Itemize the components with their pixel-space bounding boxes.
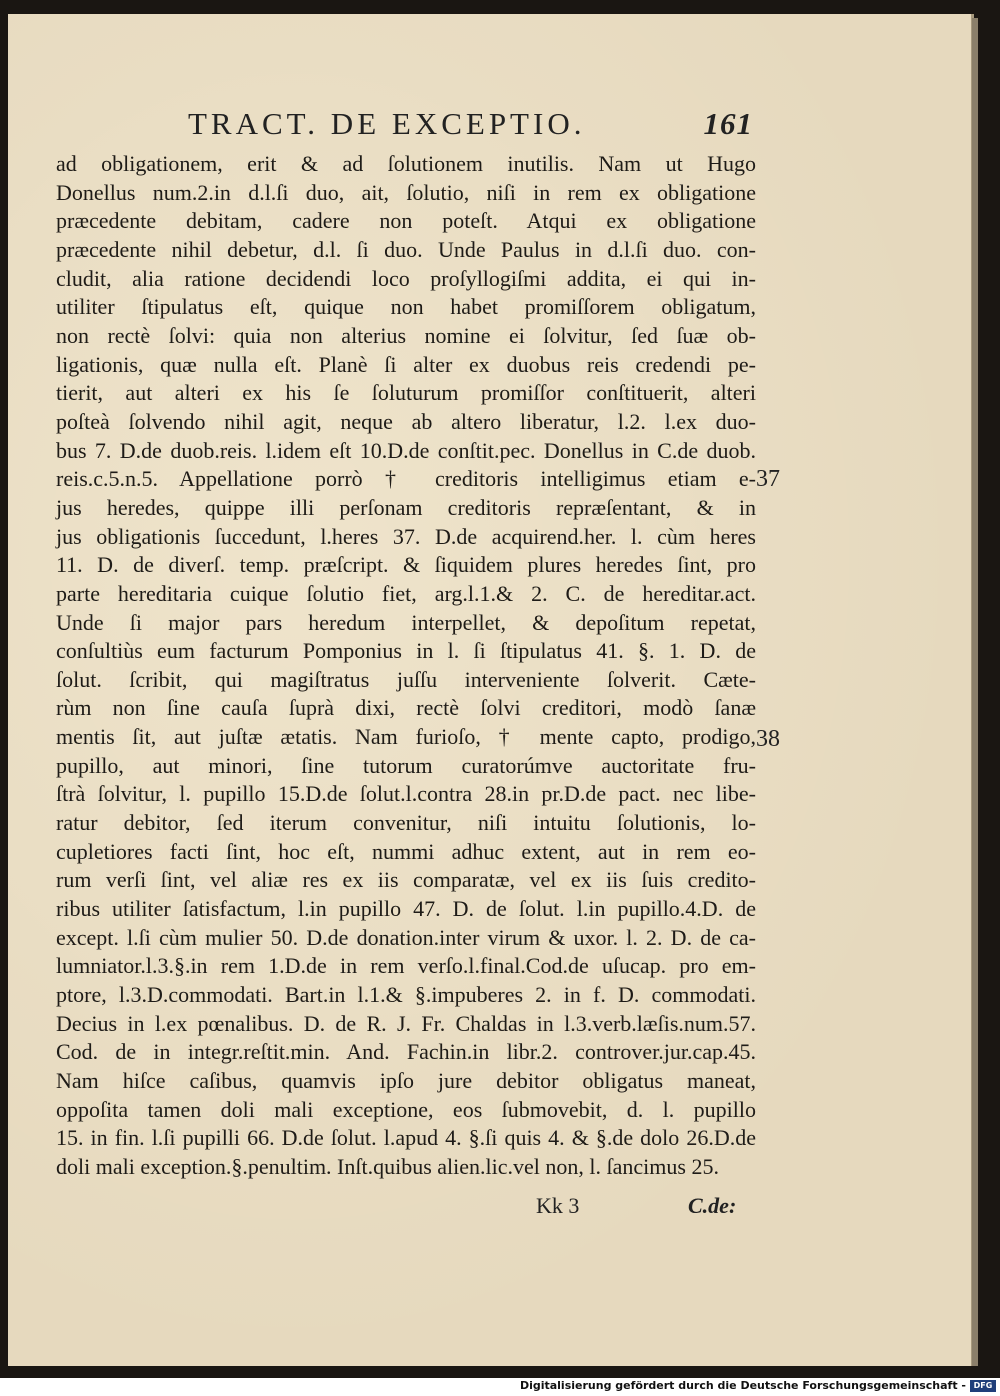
text-line: doli mali exception.§.penultim. Inſt.quibus alien.lic.vel non, l. ſancimus 25.	[56, 1153, 719, 1179]
margin-note-37: 37	[756, 466, 780, 492]
text-line: utiliter ſtipulatus eſt, quique non habet promiſſorem obligatum,	[56, 294, 756, 320]
text-line: Unde ſi major pars heredum interpellet, & depoſitum repetat,	[56, 609, 756, 635]
text-line: conſultiùs eum facturum Pomponius in l. ſi ſtipulatus 41. §. 1. D. de	[56, 638, 756, 664]
body-text	[56, 150, 756, 1182]
text-line: tierit, aut alteri ex his ſe ſoluturum promiſſor conſtituerit, alteri	[56, 380, 756, 406]
text-line: 15. in fin. l.ſi pupilli 66. D.de ſolut. l.apud 4. §.ſi quis 4. & §.de dolo 26.D.de	[56, 1125, 756, 1151]
text-line: ribus utiliter ſatisfactum, l.in pupillo 47. D. de ſolut. l.in pupillo.4.D. de	[56, 896, 756, 922]
catchword: C.de:	[688, 1193, 737, 1218]
text-line: ad obligationem, erit & ad ſolutionem inutilis. Nam ut Hugo	[56, 151, 756, 176]
text-line: ratur debitor, ſed iterum convenitur, niſi intuitu ſolutionis, lo-	[56, 810, 756, 836]
text-line: Decius in l.ex pœnalibus. D. de R. J. Fr. Chaldas in l.3.verb.læſis.num.57.	[56, 1010, 756, 1036]
footer-bar	[0, 1378, 1000, 1396]
footer-credit: Digitalisierung gefördert durch die Deutsche Forschungsgemeinschaft -	[519, 1379, 966, 1392]
page-edge	[972, 18, 978, 1366]
text-line: poſteà ſolvendo nihil agit, neque ab altero liberatur, l.2. l.ex duo-	[56, 408, 756, 434]
text-line: mentis ſit, aut juſtæ ætatis. Nam furioſo, † mente capto, prodigo,	[56, 724, 756, 750]
text-line: oppoſita tamen doli mali exceptione, eos ſubmovebit, d. l. pupillo	[56, 1096, 756, 1122]
text-line: pupillo, aut minori, ſine tutorum curatorúmve auctoritate fru-	[56, 752, 756, 778]
text-line: præcedente debitam, cadere non poteſt. Atqui ex obligatione	[56, 208, 756, 234]
text-line: lumniator.l.3.§.in rem 1.D.de in rem verſo.l.final.Cod.de uſucap. pro em-	[56, 953, 756, 979]
text-line: except. l.ſi cùm mulier 50. D.de donation.inter virum & uxor. l. 2. D. de ca-	[56, 924, 756, 950]
text-line: Cod. de in integr.reſtit.min. And. Fachin.in libr.2. controver.jur.cap.45.	[56, 1039, 756, 1065]
text-line: ligationis, quæ nulla eſt. Planè ſi alter ex duobus reis credendi pe-	[56, 351, 756, 377]
dfg-logo: DFG	[970, 1380, 996, 1392]
text-line: ſolut. ſcribit, qui magiſtratus juſſu interveniente ſolverit. Cæte-	[56, 666, 756, 692]
text-line: Donellus num.2.in d.l.ſi duo, ait, ſolutio, niſi in rem ex obligatione	[56, 179, 756, 205]
text-line: parte hereditaria cuique ſolutio fiet, arg.l.1.& 2. C. de hereditar.act.	[56, 580, 756, 606]
text-line: 11. D. de diverſ. temp. præſcript. & ſiquidem plures heredes ſint, pro	[56, 552, 756, 578]
text-line: bus 7. D.de duob.reis. l.idem eſt 10.D.de conſtit.pec. Donellus in C.de duob.	[56, 437, 756, 463]
signature-mark: Kk 3	[536, 1193, 580, 1218]
text-line: ptore, l.3.D.commodati. Bart.in l.1.& §.impuberes 2. in f. D. commodati.	[56, 982, 756, 1008]
text-line: Nam hiſce caſibus, quamvis ipſo jure debitor obligatus maneat,	[56, 1068, 756, 1093]
text-line: cludit, alia ratione decidendi loco proſyllogiſmi addita, ei qui in-	[56, 265, 756, 291]
text-line: præcedente nihil debetur, d.l. ſi duo. Unde Paulus in d.l.ſi duo. con-	[56, 236, 756, 262]
page-number: 161	[703, 106, 753, 141]
text-line: cupletiores facti ſint, hoc eſt, nummi adhuc extent, aut in rem eo-	[56, 838, 756, 864]
text-line: rùm non ſine cauſa ſuprà dixi, rectè ſolvi creditori, modò ſanæ	[56, 695, 756, 721]
margin-note-38: 38	[756, 726, 780, 752]
text-line: rum verſi ſint, vel aliæ res ex iis comparatæ, vel ex iis ſuis credito-	[56, 867, 756, 893]
text-line: jus heredes, quippe illi perſonam creditoris repræſentant, & in	[56, 494, 756, 520]
text-line: jus obligationis ſuccedunt, l.heres 37. D.de acquirend.her. l. cùm heres	[56, 523, 756, 549]
running-title: TRACT. DE EXCEPTIO.	[188, 106, 586, 141]
text-line: non rectè ſolvi: quia non alterius nomine ei ſolvitur, ſed ſuæ ob-	[56, 322, 756, 348]
text-line: ſtrà ſolvitur, l. pupillo 15.D.de ſolut.l.contra 28.in pr.D.de pact. nec libe-	[56, 781, 756, 807]
text-line: reis.c.5.n.5. Appellatione porrò † creditoris intelligimus etiam e-	[56, 466, 756, 492]
